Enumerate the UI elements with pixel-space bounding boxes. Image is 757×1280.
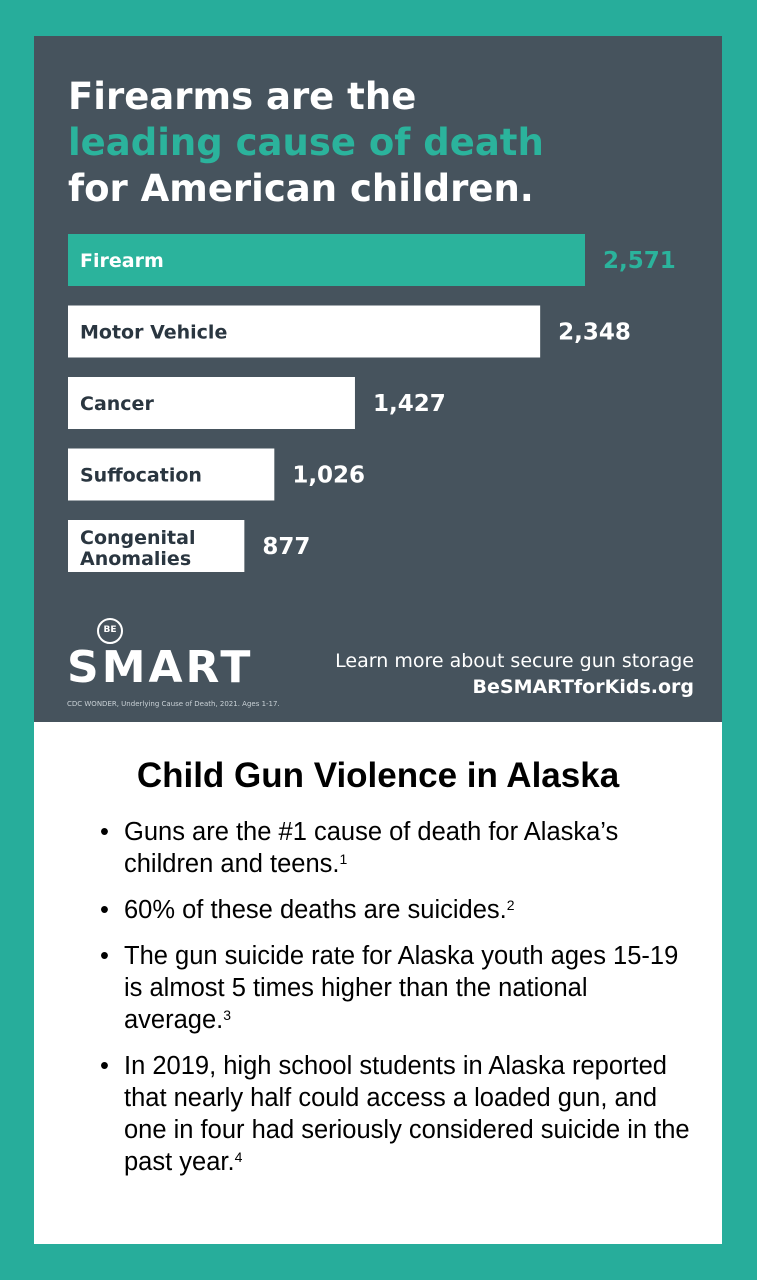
bar-label: Cancer bbox=[80, 393, 154, 415]
headline-line-1: Firearms are the bbox=[68, 75, 417, 118]
infographic-card bbox=[34, 36, 722, 1244]
bullet-text: Guns are the #1 cause of death for Alaska’s children and teens. bbox=[124, 818, 619, 878]
fact-list bbox=[98, 816, 698, 1192]
value-label: 1,026 bbox=[292, 462, 366, 489]
chart-panel bbox=[34, 36, 722, 722]
bullet-text: In 2019, high school students in Alaska reported that nearly half could access a loaded gun, and one in four had seriously considered suicide in the past year. bbox=[124, 1052, 690, 1176]
section-title: Child Gun Violence in Alaska bbox=[136, 756, 620, 795]
value-label: 2,348 bbox=[558, 319, 631, 346]
list-item bbox=[98, 816, 698, 880]
bullet-text: The gun suicide rate for Alaska youth ages 15-19 is almost 5 times higher than the national average. bbox=[124, 942, 679, 1034]
learn-more bbox=[335, 648, 694, 700]
bullet-text: 60% of these deaths are suicides. bbox=[124, 896, 507, 924]
value-label: 2,571 bbox=[603, 248, 676, 274]
bar-label: Suffocation bbox=[80, 464, 202, 487]
footnote-ref: 3 bbox=[223, 1007, 232, 1023]
bar-label: Congenital Anomalies bbox=[80, 527, 196, 570]
headline-line-3: for American children. bbox=[68, 167, 534, 210]
bar-label: Motor Vehicle bbox=[80, 321, 228, 344]
headline-line-2: leading cause of death bbox=[68, 121, 544, 164]
bar-chart bbox=[34, 36, 722, 596]
besmart-logo bbox=[67, 616, 254, 696]
website-link[interactable]: BeSMARTforKids.org bbox=[472, 676, 694, 698]
list-item bbox=[98, 940, 698, 1036]
value-label: 1,427 bbox=[372, 391, 446, 417]
footnote-ref: 4 bbox=[234, 1149, 243, 1165]
footnote-ref: 2 bbox=[506, 897, 515, 913]
list-item bbox=[98, 1050, 698, 1178]
bar-label: Firearm bbox=[80, 250, 164, 272]
list-item bbox=[98, 894, 698, 926]
footnote-ref: 1 bbox=[339, 851, 348, 867]
logo-wordmark: SMART bbox=[67, 642, 254, 693]
logo-badge: BE bbox=[97, 618, 123, 644]
source-note: CDC WONDER, Underlying Cause of Death, 2021. Ages 1-17. bbox=[67, 700, 280, 708]
learn-more-text: Learn more about secure gun storage bbox=[335, 650, 694, 672]
value-label: 877 bbox=[262, 534, 311, 560]
